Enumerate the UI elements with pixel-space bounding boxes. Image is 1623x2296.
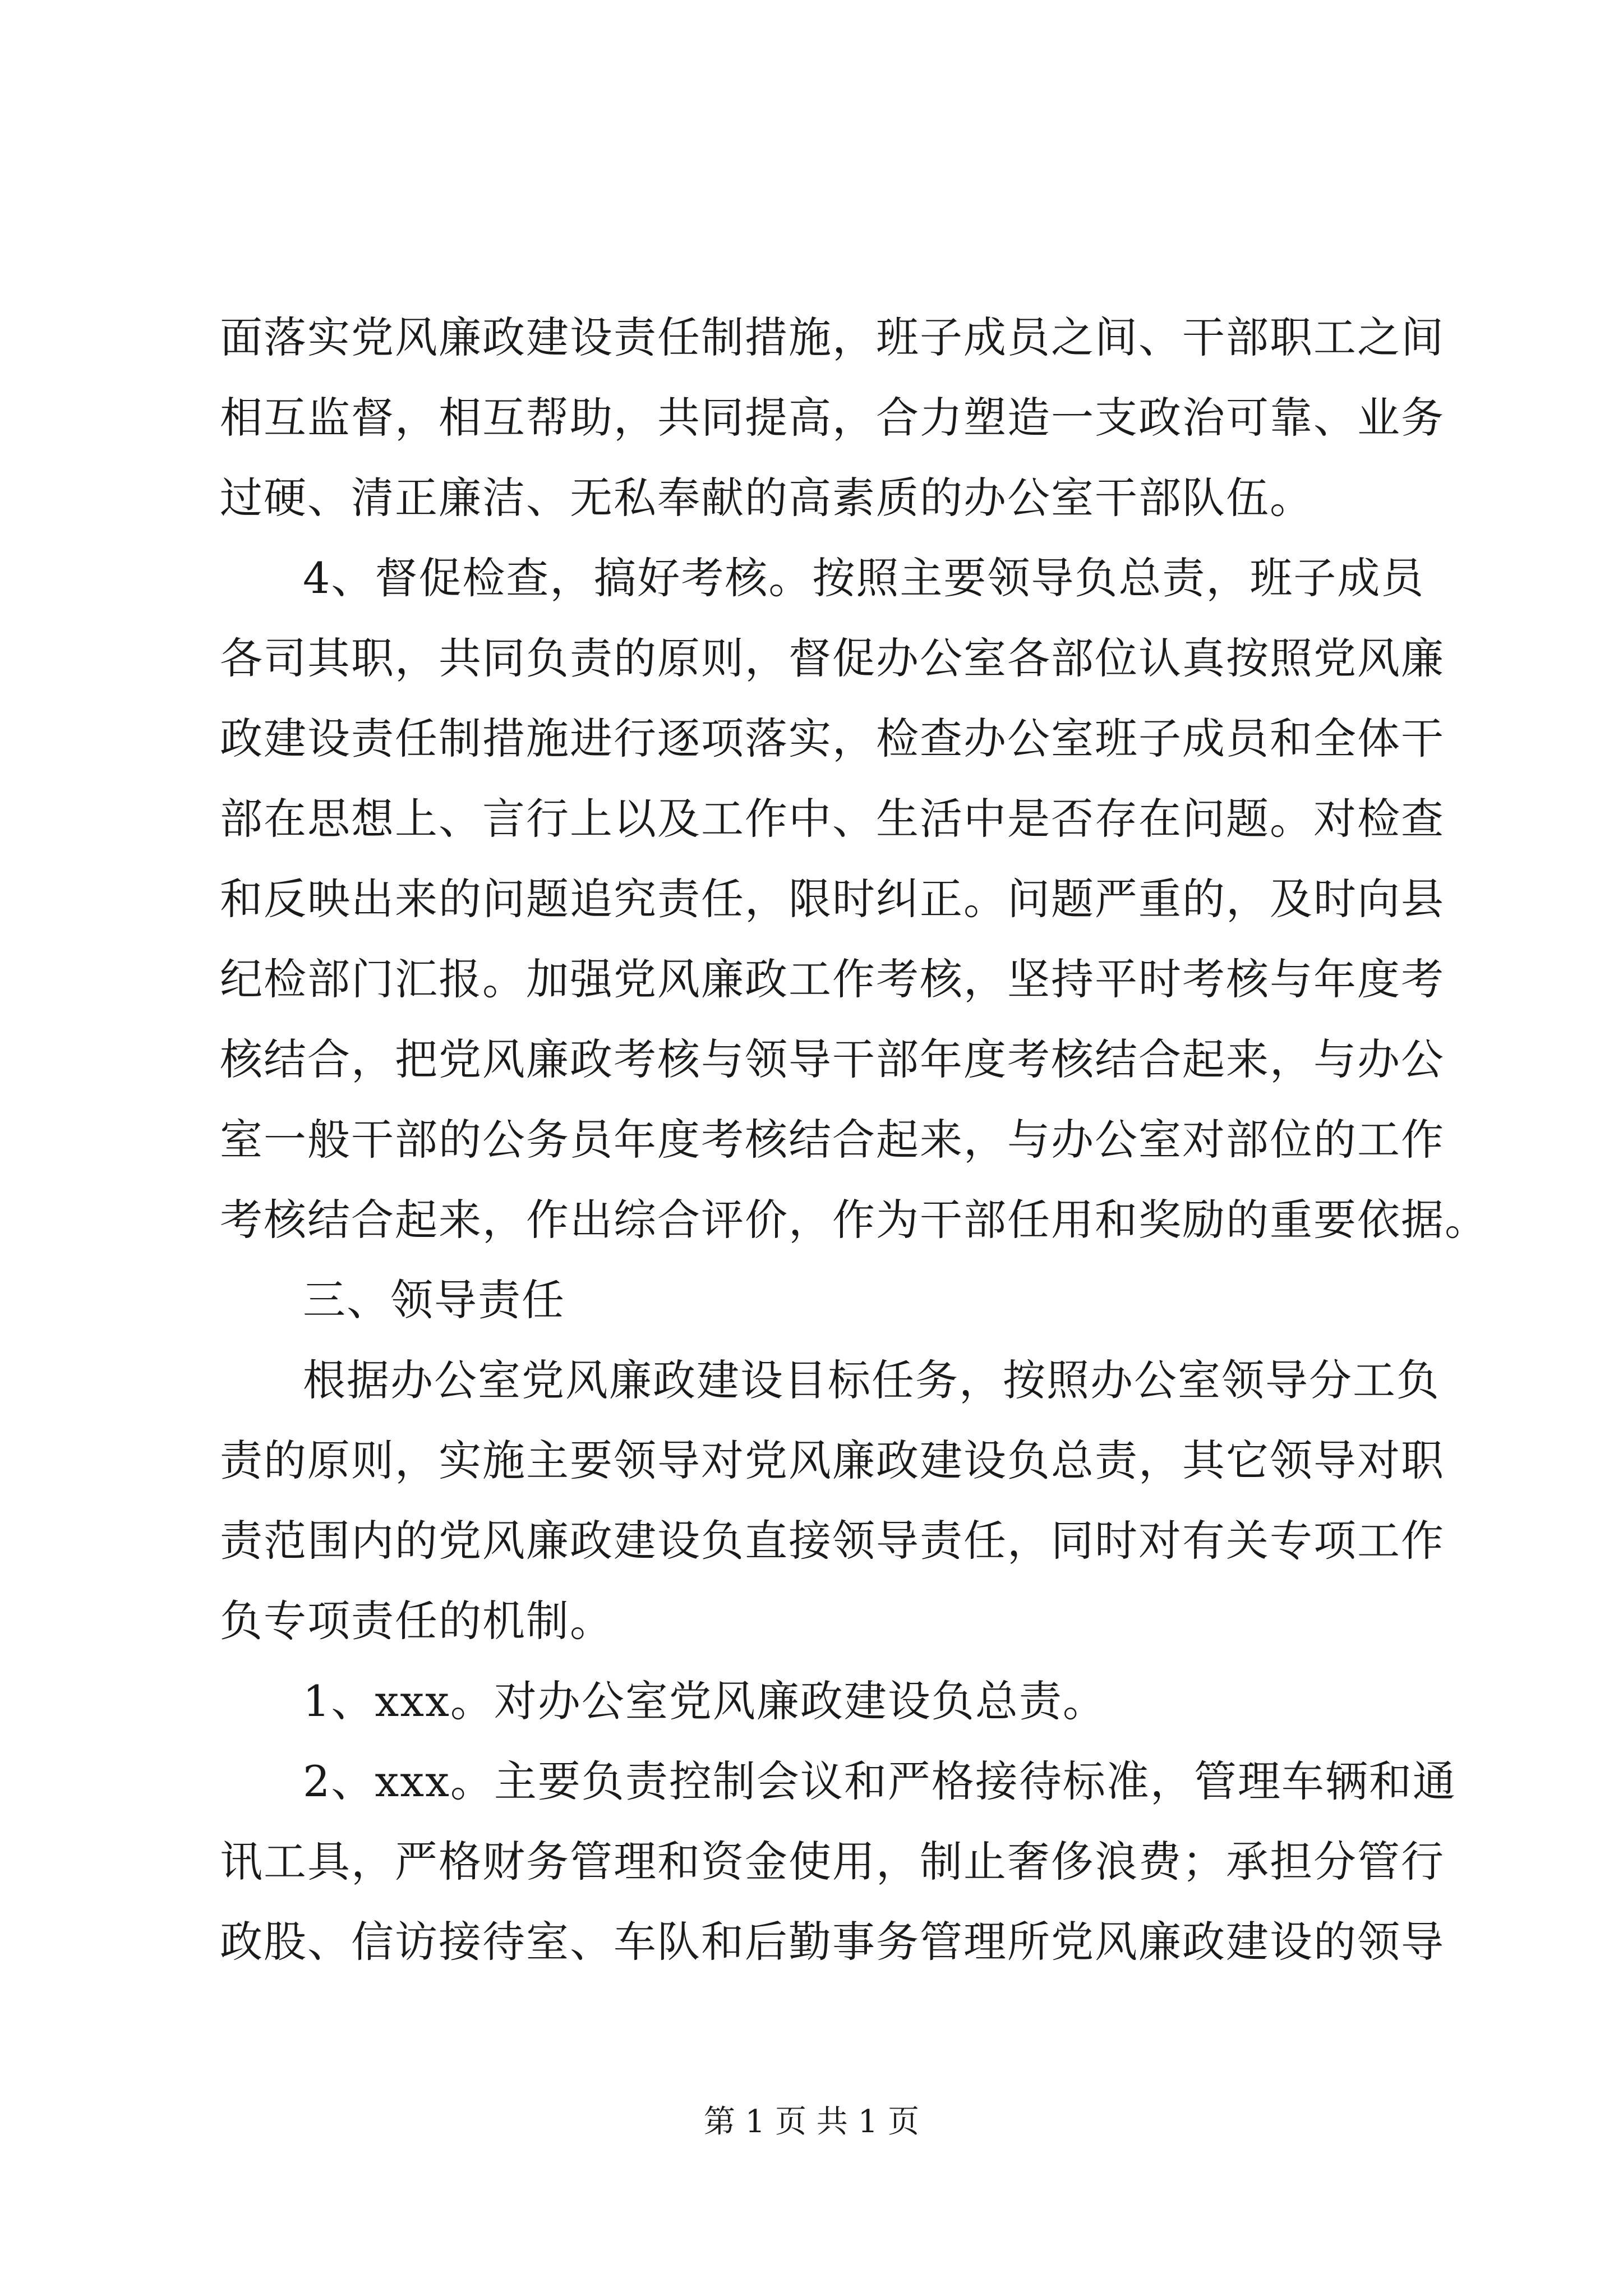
text-line: 2、xxx。主要负责控制会议和严格接待标准，管理车辆和通 xyxy=(303,1756,1456,1806)
text-line: 4、督促检查，搞好考核。按照主要领导负总责，班子成员 xyxy=(303,553,1425,603)
text-line: 政股、信访接待室、车队和后勤事务管理所党风廉政建设的领导 xyxy=(220,1917,1445,1967)
page-number-footer: 第 1 页 共 1 页 xyxy=(703,2104,920,2140)
text-line: 面落实党风廉政建设责任制措施，班子成员之间、干部职工之间 xyxy=(220,312,1445,362)
text-line: 考核结合起来，作出综合评价，作为干部任用和奖励的重要依据。 xyxy=(220,1195,1488,1245)
text-line: 部在思想上、言行上以及工作中、生活中是否存在问题。对检查 xyxy=(220,794,1445,844)
text-line: 纪检部门汇报。加强党风廉政工作考核，坚持平时考核与年度考 xyxy=(220,954,1445,1004)
text-line: 和反映出来的问题追究责任，限时纠正。问题严重的，及时向县 xyxy=(220,874,1445,924)
text-line: 相互监督，相互帮助，共同提高，合力塑造一支政治可靠、业务 xyxy=(220,393,1445,443)
text-line: 责范围内的党风廉政建设负直接领导责任，同时对有关专项工作 xyxy=(220,1516,1445,1566)
text-line: 核结合，把党风廉政考核与领导干部年度考核结合起来，与办公 xyxy=(220,1034,1445,1084)
text-line: 室一般干部的公务员年度考核结合起来，与办公室对部位的工作 xyxy=(220,1115,1445,1165)
text-line: 各司其职，共同负责的原则，督促办公室各部位认真按照党风廉 xyxy=(220,633,1445,683)
section-heading: 三、领导责任 xyxy=(303,1275,565,1325)
text-line: 1、xxx。对办公室党风廉政建设负总责。 xyxy=(303,1676,1106,1726)
text-line: 根据办公室党风廉政建设目标任务，按照办公室领导分工负 xyxy=(303,1355,1440,1405)
text-line: 政建设责任制措施进行逐项落实，检查办公室班子成员和全体干 xyxy=(220,714,1445,763)
text-line: 负专项责任的机制。 xyxy=(220,1596,614,1646)
text-line: 责的原则，实施主要领导对党风廉政建设负总责，其它领导对职 xyxy=(220,1435,1445,1485)
text-line: 讯工具，严格财务管理和资金使用，制止奢侈浪费；承担分管行 xyxy=(220,1837,1445,1887)
text-line: 过硬、清正廉洁、无私奉献的高素质的办公室干部队伍。 xyxy=(220,473,1313,523)
